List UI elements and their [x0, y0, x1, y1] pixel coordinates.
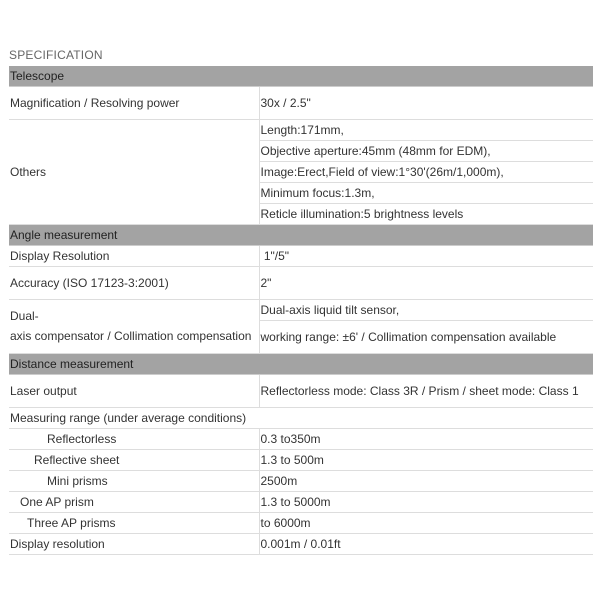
- table-row: Laser output Reflectorless mode: Class 3R / Prism / sheet mode: Class 1: [9, 375, 593, 408]
- table-row: Three AP prisms to 6000m: [9, 513, 593, 534]
- table-row: Display Resolution 1"/5": [9, 246, 593, 267]
- spec-table: [9, 66, 593, 555]
- table-row: Objective aperture:45mm (48mm for EDM),: [9, 141, 593, 162]
- table-row: Reflectorless 0.3 to350m: [9, 429, 593, 450]
- table-row: Accuracy (ISO 17123-3:2001) 2": [9, 267, 593, 300]
- table-row: Reflective sheet 1.3 to 500m: [9, 450, 593, 471]
- table-row: Others Length:171mm,: [9, 120, 593, 141]
- section-title: SPECIFICATION: [9, 48, 103, 62]
- table-row: Reticle illumination:5 brightness levels: [9, 204, 593, 225]
- table-row: Image:Erect,Field of view:1°30'(26m/1,000m),: [9, 162, 593, 183]
- group-header-telescope: Telescope: [9, 66, 593, 87]
- table-row: Dual- axis compensator / Collimation compensation Dual-axis liquid tilt sensor,: [9, 300, 593, 321]
- table-row: Measuring range (under average conditions): [9, 408, 593, 429]
- spec-table-container: [9, 66, 593, 556]
- table-row: One AP prism 1.3 to 5000m: [9, 492, 593, 513]
- table-row: Display resolution 0.001m / 0.01ft: [9, 534, 593, 555]
- group-header-angle: Angle measurement: [9, 225, 593, 246]
- table-row: Minimum focus:1.3m,: [9, 183, 593, 204]
- table-row: Mini prisms 2500m: [9, 471, 593, 492]
- group-header-distance: Distance measurement: [9, 354, 593, 375]
- table-row: Magnification / Resolving power 30x / 2.5": [9, 87, 593, 120]
- table-row: working range: ±6' / Collimation compensation available: [9, 321, 593, 354]
